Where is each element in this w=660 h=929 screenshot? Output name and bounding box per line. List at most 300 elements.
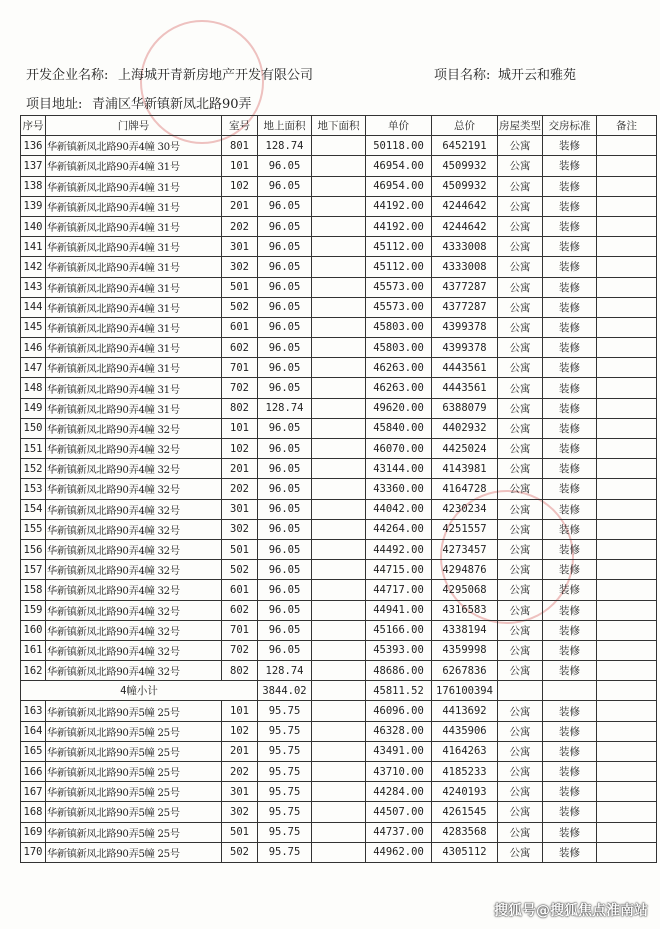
table-cell: 164: [21, 721, 46, 741]
table-cell: [312, 237, 366, 257]
table-cell: [312, 519, 366, 539]
table-cell: 201: [222, 459, 258, 479]
table-cell: 202: [222, 216, 258, 236]
table-cell: 4399378: [432, 317, 498, 337]
table-cell: 华新镇新凤北路90弄5幢 25号: [46, 721, 222, 741]
table-row: [21, 277, 657, 297]
table-cell: [312, 136, 366, 156]
table-cell: 161: [21, 640, 46, 660]
table-cell: 装修: [543, 317, 597, 337]
table-cell: 163: [21, 701, 46, 721]
table-cell: 202: [222, 479, 258, 499]
table-cell: 公寓: [498, 338, 543, 358]
table-cell: 143: [21, 277, 46, 297]
col-header: 地上面积: [258, 116, 312, 136]
developer-name: 上海城开青新房地产开发有限公司: [118, 68, 314, 83]
table-cell: 华新镇新凤北路90弄4幢 32号: [46, 661, 222, 681]
table-cell: 44941.00: [366, 600, 432, 620]
table-cell: 45393.00: [366, 640, 432, 660]
developer-label: 开发企业名称:: [26, 68, 109, 83]
table-cell: 公寓: [498, 277, 543, 297]
table-cell: 48686.00: [366, 661, 432, 681]
table-cell: 46328.00: [366, 721, 432, 741]
table-cell: [312, 762, 366, 782]
table-cell: 4425024: [432, 439, 498, 459]
table-cell: 4251557: [432, 519, 498, 539]
table-cell: 华新镇新凤北路90弄5幢 25号: [46, 782, 222, 802]
table-row: [21, 176, 657, 196]
table-cell: 166: [21, 762, 46, 782]
table-cell: [312, 317, 366, 337]
table-cell: 96.05: [258, 418, 312, 438]
table-cell: 4443561: [432, 378, 498, 398]
col-header: 交房标准: [543, 116, 597, 136]
table-cell: 4295068: [432, 580, 498, 600]
table-cell: 公寓: [498, 842, 543, 862]
table-cell: 102: [222, 721, 258, 741]
table-cell: 138: [21, 176, 46, 196]
table-cell: [597, 519, 657, 539]
table-cell: 4273457: [432, 539, 498, 559]
table-cell: 公寓: [498, 782, 543, 802]
table-cell: 169: [21, 822, 46, 842]
table-cell: 44264.00: [366, 519, 432, 539]
table-cell: 装修: [543, 277, 597, 297]
table-row: [21, 782, 657, 802]
table-cell: 4399378: [432, 338, 498, 358]
table-cell: 6452191: [432, 136, 498, 156]
table-cell: [312, 196, 366, 216]
table-cell: 96.05: [258, 378, 312, 398]
table-cell: 46096.00: [366, 701, 432, 721]
table-cell: 801: [222, 136, 258, 156]
table-cell: 4294876: [432, 560, 498, 580]
table-cell: [543, 681, 597, 701]
table-cell: 公寓: [498, 358, 543, 378]
table-cell: 101: [222, 156, 258, 176]
table-cell: 46070.00: [366, 439, 432, 459]
table-cell: 公寓: [498, 479, 543, 499]
table-cell: 157: [21, 560, 46, 580]
table-cell: [597, 317, 657, 337]
col-header: 地下面积: [312, 116, 366, 136]
table-cell: 装修: [543, 358, 597, 378]
table-cell: 44192.00: [366, 196, 432, 216]
table-cell: 公寓: [498, 317, 543, 337]
table-cell: [312, 257, 366, 277]
table-row: [21, 640, 657, 660]
table-cell: 45573.00: [366, 297, 432, 317]
table-cell: 公寓: [498, 216, 543, 236]
table-cell: 华新镇新凤北路90弄4幢 32号: [46, 499, 222, 519]
table-cell: [597, 539, 657, 559]
table-cell: 44042.00: [366, 499, 432, 519]
table-cell: 6388079: [432, 398, 498, 418]
table-cell: [312, 620, 366, 640]
table-cell: 装修: [543, 338, 597, 358]
table-cell: 49620.00: [366, 398, 432, 418]
table-cell: 43144.00: [366, 459, 432, 479]
table-cell: 301: [222, 782, 258, 802]
table-row: [21, 317, 657, 337]
table-cell: 装修: [543, 479, 597, 499]
table-cell: 华新镇新凤北路90弄4幢 32号: [46, 539, 222, 559]
table-cell: 156: [21, 539, 46, 559]
table-cell: 46263.00: [366, 358, 432, 378]
table-cell: 华新镇新凤北路90弄4幢 31号: [46, 176, 222, 196]
table-cell: 公寓: [498, 499, 543, 519]
table-row: [21, 136, 657, 156]
table-cell: 142: [21, 257, 46, 277]
table-cell: 4443561: [432, 358, 498, 378]
table-header-row: [21, 116, 657, 136]
col-header: 室号: [222, 116, 258, 136]
table-cell: 装修: [543, 842, 597, 862]
table-row: [21, 539, 657, 559]
table-cell: 公寓: [498, 762, 543, 782]
table-row: [21, 741, 657, 761]
table-cell: 162: [21, 661, 46, 681]
table-cell: 装修: [543, 701, 597, 721]
table-cell: 96.05: [258, 439, 312, 459]
table-cell: 95.75: [258, 741, 312, 761]
table-cell: 装修: [543, 661, 597, 681]
table-cell: 装修: [543, 378, 597, 398]
table-cell: [597, 842, 657, 862]
table-cell: 装修: [543, 439, 597, 459]
table-cell: [312, 297, 366, 317]
table-cell: 152: [21, 459, 46, 479]
table-cell: [597, 640, 657, 660]
table-cell: 145: [21, 317, 46, 337]
table-cell: 装修: [543, 802, 597, 822]
table-cell: [312, 479, 366, 499]
table-cell: 华新镇新凤北路90弄5幢 25号: [46, 802, 222, 822]
table-row: [21, 257, 657, 277]
table-cell: 96.05: [258, 459, 312, 479]
table-cell: [312, 741, 366, 761]
table-cell: 4509932: [432, 176, 498, 196]
table-cell: 101: [222, 701, 258, 721]
table-cell: 96.05: [258, 580, 312, 600]
table-cell: 601: [222, 317, 258, 337]
project-label: 项目名称:: [434, 68, 491, 83]
table-cell: [597, 741, 657, 761]
table-cell: 96.05: [258, 539, 312, 559]
table-cell: 147: [21, 358, 46, 378]
table-cell: 137: [21, 156, 46, 176]
table-cell: 4377287: [432, 297, 498, 317]
table-cell: 140: [21, 216, 46, 236]
table-row: [21, 216, 657, 236]
table-cell: 公寓: [498, 560, 543, 580]
table-cell: 华新镇新凤北路90弄4幢 31号: [46, 156, 222, 176]
table-row: [21, 378, 657, 398]
table-cell: 96.05: [258, 277, 312, 297]
table-cell: 华新镇新凤北路90弄4幢 32号: [46, 560, 222, 580]
table-cell: 公寓: [498, 237, 543, 257]
table-cell: [597, 176, 657, 196]
table-cell: 4402932: [432, 418, 498, 438]
table-cell: 701: [222, 358, 258, 378]
table-cell: 148: [21, 378, 46, 398]
table-row: [21, 439, 657, 459]
table-cell: 168: [21, 802, 46, 822]
table-cell: [597, 237, 657, 257]
table-row: [21, 661, 657, 681]
table-cell: 96.05: [258, 176, 312, 196]
table-cell: 4305112: [432, 842, 498, 862]
table-row: [21, 418, 657, 438]
table-cell: 华新镇新凤北路90弄4幢 31号: [46, 338, 222, 358]
table-cell: 4316583: [432, 600, 498, 620]
table-row: [21, 721, 657, 741]
table-cell: 华新镇新凤北路90弄4幢 31号: [46, 196, 222, 216]
table-cell: [597, 701, 657, 721]
table-cell: [312, 539, 366, 559]
table-cell: 50118.00: [366, 136, 432, 156]
table-cell: 201: [222, 741, 258, 761]
table-cell: 802: [222, 398, 258, 418]
table-cell: 公寓: [498, 378, 543, 398]
table-row: [21, 519, 657, 539]
subtotal-total: 176100394: [432, 681, 498, 701]
table-cell: 4244642: [432, 216, 498, 236]
table-cell: [312, 681, 366, 701]
table-cell: 装修: [543, 196, 597, 216]
table-cell: 146: [21, 338, 46, 358]
table-cell: [597, 620, 657, 640]
table-cell: 公寓: [498, 741, 543, 761]
address-value: 青浦区华新镇新凤北路90弄: [92, 97, 252, 112]
table-cell: 159: [21, 600, 46, 620]
table-cell: 96.05: [258, 560, 312, 580]
table-cell: 128.74: [258, 661, 312, 681]
table-cell: 4143981: [432, 459, 498, 479]
table-cell: [312, 802, 366, 822]
table-cell: 44284.00: [366, 782, 432, 802]
table-cell: 公寓: [498, 297, 543, 317]
table-cell: 华新镇新凤北路90弄5幢 25号: [46, 822, 222, 842]
table-cell: 华新镇新凤北路90弄4幢 31号: [46, 358, 222, 378]
table-cell: 602: [222, 600, 258, 620]
table-cell: 160: [21, 620, 46, 640]
table-row: [21, 802, 657, 822]
table-row: [21, 822, 657, 842]
table-cell: 96.05: [258, 640, 312, 660]
table-cell: [312, 378, 366, 398]
table-cell: 装修: [543, 640, 597, 660]
table-cell: [312, 661, 366, 681]
table-cell: 装修: [543, 519, 597, 539]
table-cell: 302: [222, 519, 258, 539]
table-cell: 公寓: [498, 439, 543, 459]
table-cell: 502: [222, 297, 258, 317]
table-cell: 139: [21, 196, 46, 216]
table-cell: 702: [222, 640, 258, 660]
table-cell: 华新镇新凤北路90弄4幢 32号: [46, 519, 222, 539]
table-cell: 公寓: [498, 196, 543, 216]
table-cell: 华新镇新凤北路90弄4幢 31号: [46, 216, 222, 236]
table-cell: [312, 842, 366, 862]
table-cell: 装修: [543, 539, 597, 559]
table-cell: 4261545: [432, 802, 498, 822]
table-cell: 4164728: [432, 479, 498, 499]
table-cell: 4377287: [432, 277, 498, 297]
table-cell: [597, 721, 657, 741]
table-cell: 101: [222, 418, 258, 438]
table-cell: 102: [222, 439, 258, 459]
table-cell: 华新镇新凤北路90弄4幢 32号: [46, 418, 222, 438]
table-cell: 华新镇新凤北路90弄5幢 25号: [46, 701, 222, 721]
table-cell: 44492.00: [366, 539, 432, 559]
table-cell: 公寓: [498, 136, 543, 156]
table-cell: [597, 136, 657, 156]
col-header: 单价: [366, 116, 432, 136]
table-cell: 45803.00: [366, 317, 432, 337]
table-cell: [312, 822, 366, 842]
table-cell: 华新镇新凤北路90弄4幢 32号: [46, 620, 222, 640]
table-cell: 154: [21, 499, 46, 519]
table-row: [21, 560, 657, 580]
table-cell: 165: [21, 741, 46, 761]
table-cell: [597, 459, 657, 479]
table-cell: 4435906: [432, 721, 498, 741]
table-cell: 4333008: [432, 237, 498, 257]
table-cell: 502: [222, 842, 258, 862]
table-cell: 46954.00: [366, 176, 432, 196]
price-list-table: [20, 115, 657, 863]
table-cell: 95.75: [258, 802, 312, 822]
table-cell: 153: [21, 479, 46, 499]
table-cell: 302: [222, 802, 258, 822]
table-cell: 装修: [543, 499, 597, 519]
table-cell: [312, 439, 366, 459]
table-cell: 华新镇新凤北路90弄4幢 31号: [46, 398, 222, 418]
table-cell: 150: [21, 418, 46, 438]
table-cell: 装修: [543, 398, 597, 418]
table-cell: [597, 257, 657, 277]
table-cell: 95.75: [258, 762, 312, 782]
table-cell: [597, 439, 657, 459]
table-cell: 96.05: [258, 358, 312, 378]
table-cell: 96.05: [258, 620, 312, 640]
table-cell: 151: [21, 439, 46, 459]
table-cell: 华新镇新凤北路90弄4幢 32号: [46, 459, 222, 479]
table-cell: 502: [222, 560, 258, 580]
table-cell: 96.05: [258, 257, 312, 277]
table-cell: 136: [21, 136, 46, 156]
table-cell: 6267836: [432, 661, 498, 681]
table-cell: 96.05: [258, 237, 312, 257]
table-cell: [597, 398, 657, 418]
table-row: [21, 479, 657, 499]
table-cell: 45112.00: [366, 257, 432, 277]
table-cell: 43710.00: [366, 762, 432, 782]
table-cell: 95.75: [258, 782, 312, 802]
table-cell: 华新镇新凤北路90弄5幢 25号: [46, 762, 222, 782]
table-row: [21, 237, 657, 257]
table-cell: 46263.00: [366, 378, 432, 398]
table-cell: 装修: [543, 237, 597, 257]
table-cell: 501: [222, 277, 258, 297]
table-cell: [597, 499, 657, 519]
table-cell: 602: [222, 338, 258, 358]
table-cell: 公寓: [498, 156, 543, 176]
table-cell: 装修: [543, 822, 597, 842]
table-cell: [597, 156, 657, 176]
table-cell: 公寓: [498, 459, 543, 479]
table-cell: 华新镇新凤北路90弄4幢 32号: [46, 580, 222, 600]
table-cell: [312, 398, 366, 418]
table-cell: [312, 600, 366, 620]
table-row: [21, 701, 657, 721]
table-cell: 公寓: [498, 661, 543, 681]
table-row: [21, 620, 657, 640]
table-cell: 4283568: [432, 822, 498, 842]
table-cell: 167: [21, 782, 46, 802]
table-cell: 公寓: [498, 802, 543, 822]
table-cell: 华新镇新凤北路90弄4幢 31号: [46, 378, 222, 398]
table-cell: 96.05: [258, 297, 312, 317]
table-row: [21, 398, 657, 418]
table-cell: 华新镇新凤北路90弄4幢 32号: [46, 640, 222, 660]
table-cell: 华新镇新凤北路90弄4幢 31号: [46, 277, 222, 297]
table-cell: 501: [222, 822, 258, 842]
table-cell: 华新镇新凤北路90弄5幢 25号: [46, 842, 222, 862]
table-cell: 装修: [543, 216, 597, 236]
table-cell: 装修: [543, 136, 597, 156]
table-cell: 201: [222, 196, 258, 216]
col-header: 房屋类型: [498, 116, 543, 136]
table-cell: [312, 338, 366, 358]
table-cell: 装修: [543, 257, 597, 277]
table-cell: 501: [222, 539, 258, 559]
table-cell: 公寓: [498, 176, 543, 196]
table-row: [21, 600, 657, 620]
table-cell: 4413692: [432, 701, 498, 721]
table-cell: [597, 782, 657, 802]
table-cell: [597, 479, 657, 499]
table-cell: 4509932: [432, 156, 498, 176]
table-cell: 44737.00: [366, 822, 432, 842]
table-cell: 公寓: [498, 701, 543, 721]
table-cell: 102: [222, 176, 258, 196]
table-cell: 302: [222, 257, 258, 277]
table-row: [21, 338, 657, 358]
table-cell: 4244642: [432, 196, 498, 216]
table-cell: 4338194: [432, 620, 498, 640]
table-cell: 43491.00: [366, 741, 432, 761]
table-cell: [597, 378, 657, 398]
table-row: [21, 842, 657, 862]
table-cell: 装修: [543, 560, 597, 580]
table-cell: 华新镇新凤北路90弄4幢 32号: [46, 439, 222, 459]
table-cell: 301: [222, 237, 258, 257]
table-cell: [312, 176, 366, 196]
table-cell: 128.74: [258, 398, 312, 418]
table-cell: 4164263: [432, 741, 498, 761]
table-cell: [312, 216, 366, 236]
table-cell: 公寓: [498, 539, 543, 559]
table-cell: 公寓: [498, 418, 543, 438]
table-cell: 44192.00: [366, 216, 432, 236]
table-cell: 装修: [543, 620, 597, 640]
table-cell: 96.05: [258, 479, 312, 499]
table-row: [21, 580, 657, 600]
table-cell: [312, 721, 366, 741]
table-cell: [597, 661, 657, 681]
